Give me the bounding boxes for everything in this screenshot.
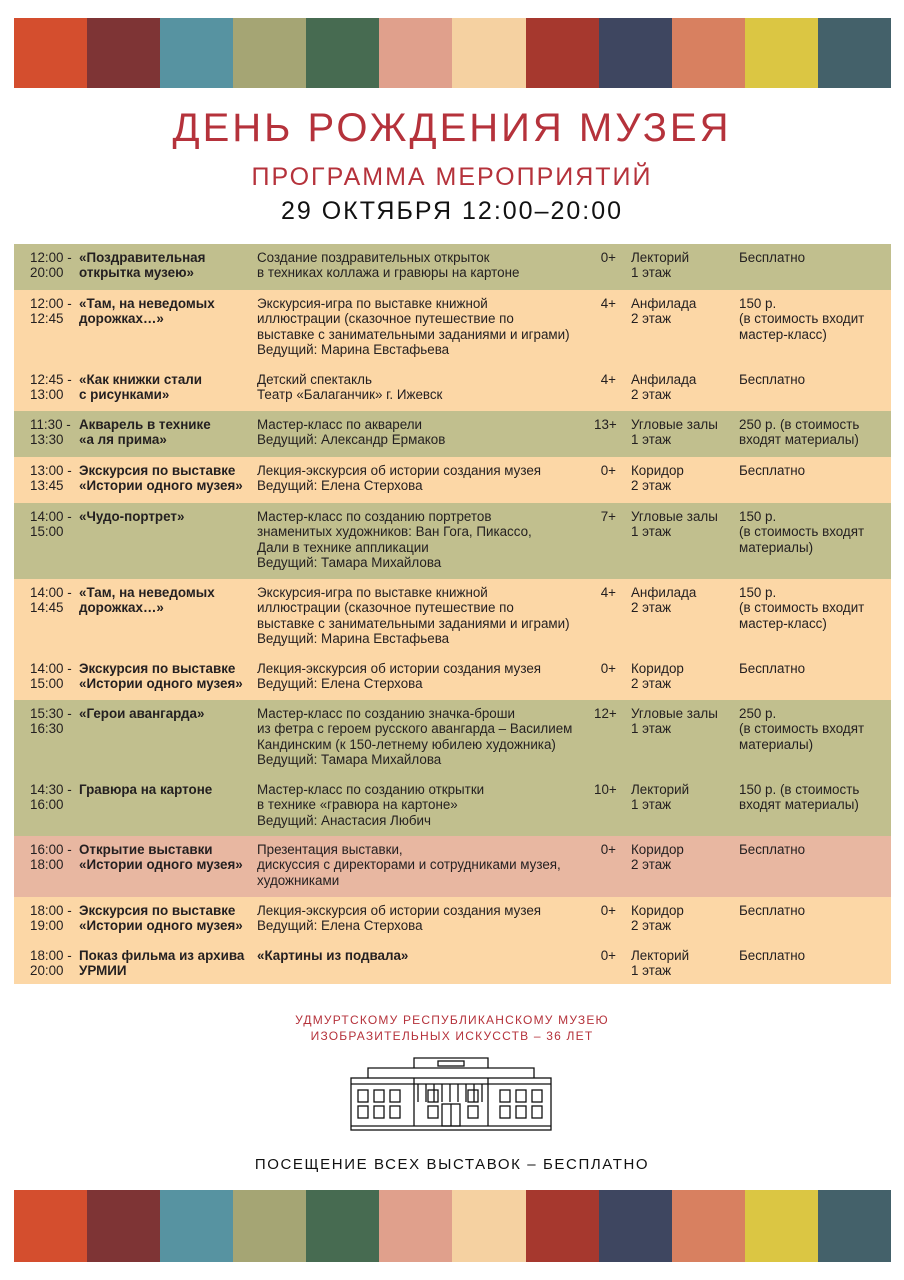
age-rating: 12+: [594, 706, 617, 721]
event-location-line: 2 этаж: [631, 311, 672, 327]
event-time: [30, 509, 80, 540]
event-location-line: 1 этаж: [631, 797, 672, 813]
event-title-line: «Там, на неведомых: [79, 296, 215, 311]
color-block: [306, 1190, 379, 1262]
color-block: [452, 1190, 525, 1262]
event-price-line: (в стоимость входит: [739, 600, 865, 616]
event-title-line: Экскурсия по выставке: [79, 661, 236, 676]
event-time-line: 19:00: [30, 918, 64, 934]
event-title-line: «Истории одного музея»: [79, 676, 243, 692]
event-description-line: Ведущий: Марина Евстафьева: [257, 342, 450, 358]
event-description: [257, 372, 442, 403]
event-title: [79, 509, 184, 524]
event-time-line: 15:00: [30, 524, 64, 540]
event-time-line: 15:00: [30, 676, 64, 692]
event-location: [631, 509, 718, 540]
color-block: [818, 18, 891, 88]
event-time: [30, 948, 80, 979]
event-time-line: 12:00 -: [30, 250, 72, 265]
event-price-line: мастер-класс): [739, 615, 827, 631]
event-description: [257, 296, 570, 358]
event-time-line: 18:00 -: [30, 948, 72, 963]
event-location-line: 2 этаж: [631, 387, 672, 403]
event-description: [257, 842, 561, 888]
event-price: [739, 903, 805, 918]
event-description-line: Ведущий: Александр Ермаков: [257, 432, 446, 448]
event-time-line: 20:00: [30, 963, 64, 979]
event-title-line: «а ля прима»: [79, 432, 167, 448]
color-block: [526, 18, 599, 88]
event-description-line: Ведущий: Тамара Михайлова: [257, 555, 442, 571]
event-time-line: 12:45 -: [30, 372, 72, 387]
color-block: [379, 18, 452, 88]
color-block: [599, 18, 672, 88]
event-location-line: Угловые залы: [631, 509, 718, 524]
anniversary-line-1: УДМУРТСКОМУ РЕСПУБЛИКАНСКОМУ МУЗЕЮ: [295, 1013, 609, 1027]
color-block: [160, 18, 233, 88]
event-location: [631, 706, 718, 737]
color-block: [526, 1190, 599, 1262]
event-location-line: 2 этаж: [631, 600, 672, 616]
event-location-line: Анфилада: [631, 296, 697, 311]
event-title-line: Открытие выставки: [79, 842, 213, 857]
event-price-line: входят материалы): [739, 797, 859, 813]
schedule-row: [14, 700, 891, 776]
event-price-line: 150 р.: [739, 296, 777, 311]
age-rating: 10+: [594, 782, 617, 797]
event-title-line: с рисунками»: [79, 387, 170, 403]
event-title-line: «Как книжки стали: [79, 372, 203, 387]
event-description-line: выставке с занимательными заданиями и играми): [257, 326, 570, 342]
event-title: [79, 296, 215, 327]
event-time-line: 16:30: [30, 721, 64, 737]
event-location-line: 2 этаж: [631, 918, 672, 934]
event-description-line: Экскурсия-игра по выставке книжной: [257, 296, 488, 311]
event-description-line: в технике «гравюра на картоне»: [257, 797, 458, 813]
event-location-line: 1 этаж: [631, 524, 672, 540]
color-block: [233, 1190, 306, 1262]
event-description-line: Мастер-класс по созданию открытки: [257, 782, 485, 797]
age-rating: 13+: [594, 417, 617, 432]
event-price-line: 250 р.: [739, 706, 777, 721]
event-location-line: 2 этаж: [631, 676, 672, 692]
schedule-row: [14, 411, 891, 457]
event-title-line: «Истории одного музея»: [79, 478, 243, 494]
event-description: [257, 948, 408, 963]
event-time-line: 11:30 -: [30, 417, 71, 432]
event-description-line: Ведущий: Тамара Михайлова: [257, 752, 442, 768]
event-time-line: 16:00 -: [30, 842, 72, 857]
event-time-line: 20:00: [30, 265, 64, 281]
event-time-line: 16:00: [30, 797, 64, 813]
event-description: [257, 463, 541, 494]
schedule-row: [14, 655, 891, 700]
color-block: [87, 18, 160, 88]
event-description: [257, 250, 519, 281]
event-title-line: «Истории одного музея»: [79, 918, 243, 934]
event-title-line: открытка музею»: [79, 265, 194, 281]
event-description-line: Ведущий: Анастасия Любич: [257, 812, 432, 828]
event-description-line: Ведущий: Елена Стерхова: [257, 918, 423, 934]
age-rating: 7+: [600, 509, 616, 524]
event-description-line: Мастер-класс по созданию значка-броши: [257, 706, 515, 721]
event-price-line: Бесплатно: [739, 372, 806, 387]
event-price: [739, 585, 864, 631]
event-description-line: Кандинским (к 150-летнему юбилею художника): [257, 736, 556, 752]
event-description-line: Мастер-класс по акварели: [257, 417, 423, 432]
event-location: [631, 372, 696, 403]
event-location: [631, 842, 684, 873]
event-price: [739, 372, 805, 387]
event-title-line: Экскурсия по выставке: [79, 463, 236, 478]
color-block: [599, 1190, 672, 1262]
event-description-line: в техниках коллажа и гравюры на картоне: [257, 265, 520, 281]
event-title: [79, 372, 202, 403]
event-description-line: Театр «Балаганчик» г. Ижевск: [257, 387, 443, 403]
event-description-line: иллюстрации (сказочное путешествие по: [257, 600, 514, 616]
event-description-line: Ведущий: Марина Евстафьева: [257, 631, 450, 647]
event-price-line: 150 р.: [739, 509, 777, 524]
event-location: [631, 782, 689, 813]
event-price: [739, 842, 805, 857]
event-location-line: Лекторий: [631, 250, 690, 265]
color-block: [160, 1190, 233, 1262]
event-location-line: Угловые залы: [631, 417, 718, 432]
event-price-line: 250 р. (в стоимость: [739, 417, 860, 432]
color-block: [14, 18, 87, 88]
event-price-line: 150 р.: [739, 585, 777, 600]
event-price: [739, 463, 805, 478]
age-rating: 4+: [600, 372, 616, 387]
event-price-line: материалы): [739, 736, 814, 752]
age-rating: 4+: [600, 585, 616, 600]
event-location-line: 1 этаж: [631, 432, 672, 448]
event-description-line: «Картины из подвала»: [257, 948, 409, 963]
event-time-line: 13:30: [30, 432, 64, 448]
event-time-line: 12:00 -: [30, 296, 72, 311]
event-location-line: Анфилада: [631, 585, 697, 600]
event-description-line: художниками: [257, 872, 340, 888]
event-title-line: «Герои авангарда»: [79, 706, 205, 721]
event-price-line: (в стоимость входит: [739, 311, 865, 327]
event-price: [739, 782, 859, 813]
schedule-row: [14, 836, 891, 897]
event-time: [30, 372, 80, 403]
event-description: [257, 782, 484, 828]
event-time-line: 14:00 -: [30, 509, 72, 524]
event-location: [631, 903, 684, 934]
event-price: [739, 509, 864, 555]
event-time: [30, 250, 80, 281]
event-time: [30, 417, 80, 448]
event-description-line: Лекция-экскурсия об истории создания музея: [257, 661, 542, 676]
color-block: [818, 1190, 891, 1262]
schedule-row: [14, 897, 891, 942]
event-location-line: Лекторий: [631, 782, 690, 797]
event-description-line: иллюстрации (сказочное путешествие по: [257, 311, 514, 327]
event-location-line: 1 этаж: [631, 265, 672, 281]
event-description: [257, 903, 541, 934]
event-time-line: 13:00: [30, 387, 64, 403]
schedule-row: [14, 290, 891, 366]
event-description-line: выставке с занимательными заданиями и играми): [257, 615, 570, 631]
event-time: [30, 706, 80, 737]
schedule-row: [14, 366, 891, 411]
event-location-line: Угловые залы: [631, 706, 718, 721]
event-price-line: Бесплатно: [739, 903, 806, 918]
event-time-line: 18:00: [30, 857, 64, 873]
event-price-line: входят материалы): [739, 432, 859, 448]
event-location: [631, 250, 689, 281]
event-location-line: Лекторий: [631, 948, 690, 963]
event-time-line: 13:45: [30, 478, 64, 494]
event-description-line: знаменитых художников: Ван Гога, Пикассо,: [257, 524, 532, 540]
event-title-line: УРМИИ: [79, 963, 127, 979]
page-title: ДЕНЬ РОЖДЕНИЯ МУЗЕЯ: [172, 106, 732, 150]
event-location-line: 2 этаж: [631, 478, 672, 494]
event-time: [30, 842, 80, 873]
event-description-line: Ведущий: Елена Стерхова: [257, 478, 423, 494]
event-price: [739, 250, 805, 265]
event-price-line: Бесплатно: [739, 463, 806, 478]
age-rating: 0+: [600, 250, 616, 265]
schedule-row: [14, 942, 891, 984]
event-location-line: 1 этаж: [631, 721, 672, 737]
age-rating: 0+: [600, 842, 616, 857]
event-price-line: материалы): [739, 539, 814, 555]
color-block: [452, 18, 525, 88]
event-description-line: Мастер-класс по созданию портретов: [257, 509, 492, 524]
event-time-line: 14:30 -: [30, 782, 72, 797]
event-location-line: Коридор: [631, 463, 684, 478]
event-location: [631, 948, 689, 979]
event-title: [79, 948, 244, 979]
event-price-line: Бесплатно: [739, 661, 806, 676]
free-entry-note: ПОСЕЩЕНИЕ ВСЕХ ВЫСТАВОК – БЕСПЛАТНО: [254, 1156, 650, 1173]
event-title-line: Акварель в технике: [79, 417, 211, 432]
event-location-line: Коридор: [631, 903, 684, 918]
event-title: [79, 585, 215, 616]
event-location: [631, 661, 684, 692]
color-block: [14, 1190, 87, 1262]
event-time-line: 15:30 -: [30, 706, 72, 721]
age-rating: 0+: [600, 903, 616, 918]
event-title: [79, 661, 243, 692]
color-stripe-top: [14, 18, 891, 88]
schedule-row: [14, 579, 891, 655]
event-time-line: 18:00 -: [30, 903, 72, 918]
color-block: [87, 1190, 160, 1262]
color-block: [745, 18, 818, 88]
event-price-line: 150 р. (в стоимость: [739, 782, 860, 797]
event-time: [30, 661, 80, 692]
event-location-line: Анфилада: [631, 372, 697, 387]
event-description-line: дискуссия с директорами и сотрудниками музея,: [257, 857, 561, 873]
event-location: [631, 463, 684, 494]
event-title-line: «Чудо-портрет»: [79, 509, 185, 524]
event-title-line: дорожках…»: [79, 600, 164, 616]
event-location-line: Коридор: [631, 842, 684, 857]
anniversary-line-2: ИЗОБРАЗИТЕЛЬНЫХ ИСКУССТВ – 36 ЛЕТ: [310, 1029, 594, 1043]
event-description-line: Создание поздравительных открыток: [257, 250, 490, 265]
event-title-line: Показ фильма из архива: [79, 948, 245, 963]
schedule-row: [14, 244, 891, 290]
event-title: [79, 463, 243, 494]
event-title-line: Экскурсия по выставке: [79, 903, 236, 918]
event-description-line: Ведущий: Елена Стерхова: [257, 676, 423, 692]
event-title: [79, 250, 205, 281]
event-location: [631, 417, 718, 448]
event-time-line: 14:00 -: [30, 585, 72, 600]
museum-building-icon: [348, 1054, 554, 1134]
page-subtitle: ПРОГРАММА МЕРОПРИЯТИЙ: [251, 163, 653, 191]
event-time: [30, 903, 80, 934]
event-title-line: «Там, на неведомых: [79, 585, 215, 600]
schedule-table: [14, 244, 891, 984]
event-time-line: 13:00 -: [30, 463, 72, 478]
event-time-line: 12:45: [30, 311, 64, 327]
event-price: [739, 296, 864, 342]
age-rating: 0+: [600, 661, 616, 676]
schedule-row: [14, 776, 891, 836]
color-block: [379, 1190, 452, 1262]
event-location-line: 1 этаж: [631, 963, 672, 979]
event-description: [257, 417, 445, 448]
age-rating: 4+: [600, 296, 616, 311]
event-title-line: дорожках…»: [79, 311, 164, 327]
event-description: [257, 585, 570, 647]
event-location-line: 2 этаж: [631, 857, 672, 873]
event-title: [79, 417, 211, 448]
event-description: [257, 509, 532, 571]
event-time: [30, 782, 80, 813]
event-title: [79, 706, 204, 721]
color-block: [745, 1190, 818, 1262]
event-location: [631, 296, 696, 327]
event-location: [631, 585, 696, 616]
event-price-line: (в стоимость входят: [739, 721, 865, 737]
event-description: [257, 706, 572, 768]
event-time: [30, 463, 80, 494]
event-price: [739, 661, 805, 676]
event-date: 29 ОКТЯБРЯ 12:00–20:00: [280, 197, 624, 225]
event-description-line: Лекция-экскурсия об истории создания музея: [257, 463, 542, 478]
event-title: [79, 782, 212, 797]
event-time: [30, 585, 80, 616]
age-rating: 0+: [600, 948, 616, 963]
event-price-line: Бесплатно: [739, 842, 806, 857]
event-price-line: мастер-класс): [739, 326, 827, 342]
schedule-row: [14, 503, 891, 579]
event-price: [739, 706, 864, 752]
color-stripe-bottom: [14, 1190, 891, 1262]
event-title-line: Гравюра на картоне: [79, 782, 213, 797]
event-description-line: Дали в технике аппликации: [257, 539, 429, 555]
event-time-line: 14:00 -: [30, 661, 72, 676]
event-location-line: Коридор: [631, 661, 684, 676]
color-block: [672, 1190, 745, 1262]
event-price-line: Бесплатно: [739, 948, 806, 963]
event-title-line: «Истории одного музея»: [79, 857, 243, 873]
event-description: [257, 661, 541, 692]
event-price-line: Бесплатно: [739, 250, 806, 265]
event-description-line: Лекция-экскурсия об истории создания музея: [257, 903, 542, 918]
schedule-row: [14, 457, 891, 503]
event-description-line: из фетра с героем русского авангарда – Василием: [257, 721, 573, 737]
event-description-line: Презентация выставки,: [257, 842, 403, 857]
event-description-line: Детский спектакль: [257, 372, 372, 387]
anniversary-note: [0, 1012, 904, 1044]
age-rating: 0+: [600, 463, 616, 478]
event-description-line: Экскурсия-игра по выставке книжной: [257, 585, 488, 600]
event-price-line: (в стоимость входят: [739, 524, 865, 540]
event-title: [79, 903, 243, 934]
event-time-line: 14:45: [30, 600, 64, 616]
event-price: [739, 417, 859, 448]
event-title: [79, 842, 243, 873]
event-price: [739, 948, 805, 963]
event-title-line: «Поздравительная: [79, 250, 206, 265]
color-block: [672, 18, 745, 88]
event-time: [30, 296, 80, 327]
color-block: [233, 18, 306, 88]
color-block: [306, 18, 379, 88]
